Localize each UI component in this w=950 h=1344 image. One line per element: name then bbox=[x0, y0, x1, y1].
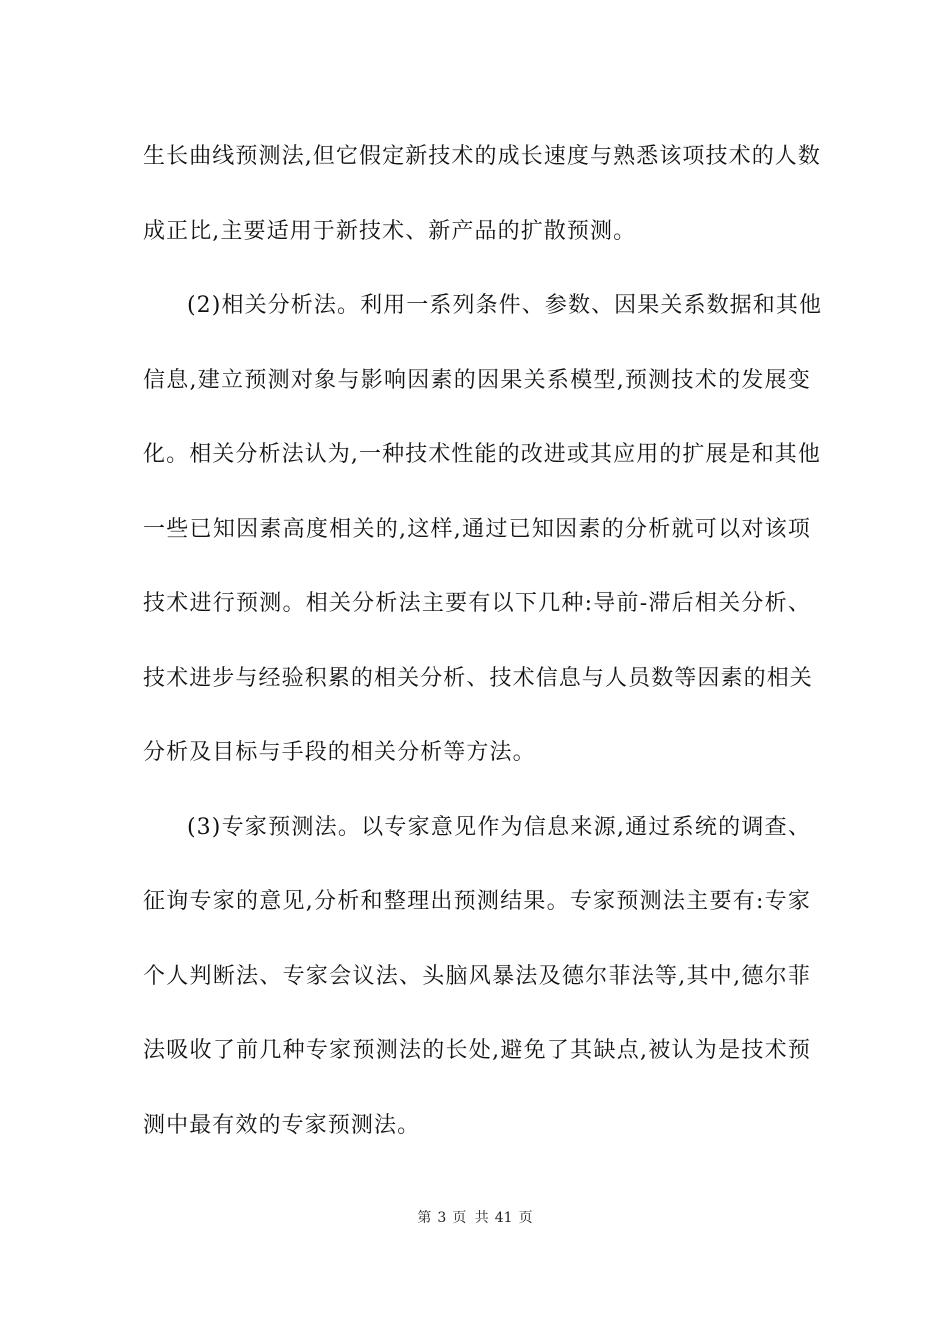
text-line: 技术进行预测。相关分析法主要有以下几种:导前-滞后相关分析、 bbox=[143, 591, 811, 616]
text-line: (3)专家预测法。以专家意见作为信息来源,通过系统的调查、 bbox=[187, 814, 811, 840]
text-line: 征询专家的意见,分析和整理出预测结果。专家预测法主要有:专家 bbox=[143, 889, 811, 914]
footer-prefix: 第 bbox=[417, 1210, 432, 1226]
body-text bbox=[143, 120, 823, 1163]
page-number-footer bbox=[0, 1207, 950, 1227]
footer-suffix: 页 bbox=[518, 1210, 533, 1226]
text-line: 测中最有效的专家预测法。 bbox=[143, 1112, 421, 1138]
text-line: 技术进步与经验积累的相关分析、技术信息与人员数等因素的相关 bbox=[143, 665, 813, 691]
footer-middle: 页 共 bbox=[452, 1210, 489, 1226]
text-line: 生长曲线预测法,但它假定新技术的成长速度与熟悉该项技术的人数 bbox=[143, 144, 821, 169]
text-line: 一些已知因素高度相关的,这样,通过已知因素的分析就可以对该项 bbox=[143, 516, 811, 542]
text-line: 个人判断法、专家会议法、头脑风暴法及德尔菲法等,其中,德尔菲 bbox=[143, 963, 811, 989]
text-line: (2)相关分析法。利用一系列条件、参数、因果关系数据和其他 bbox=[187, 293, 823, 318]
text-line: 化。相关分析法认为,一种技术性能的改进或其应用的扩展是和其他 bbox=[143, 442, 821, 467]
text-line: 信息,建立预测对象与影响因素的因果关系模型,预测技术的发展变 bbox=[143, 367, 811, 393]
current-page-number: 3 bbox=[437, 1210, 447, 1226]
total-page-count: 41 bbox=[494, 1210, 513, 1226]
text-line: 法吸收了前几种专家预测法的长处,避免了其缺点,被认为是技术预 bbox=[143, 1038, 811, 1063]
text-line: 成正比,主要适用于新技术、新产品的扩散预测。 bbox=[143, 218, 637, 244]
text-line: 分析及目标与手段的相关分析等方法。 bbox=[143, 740, 536, 765]
